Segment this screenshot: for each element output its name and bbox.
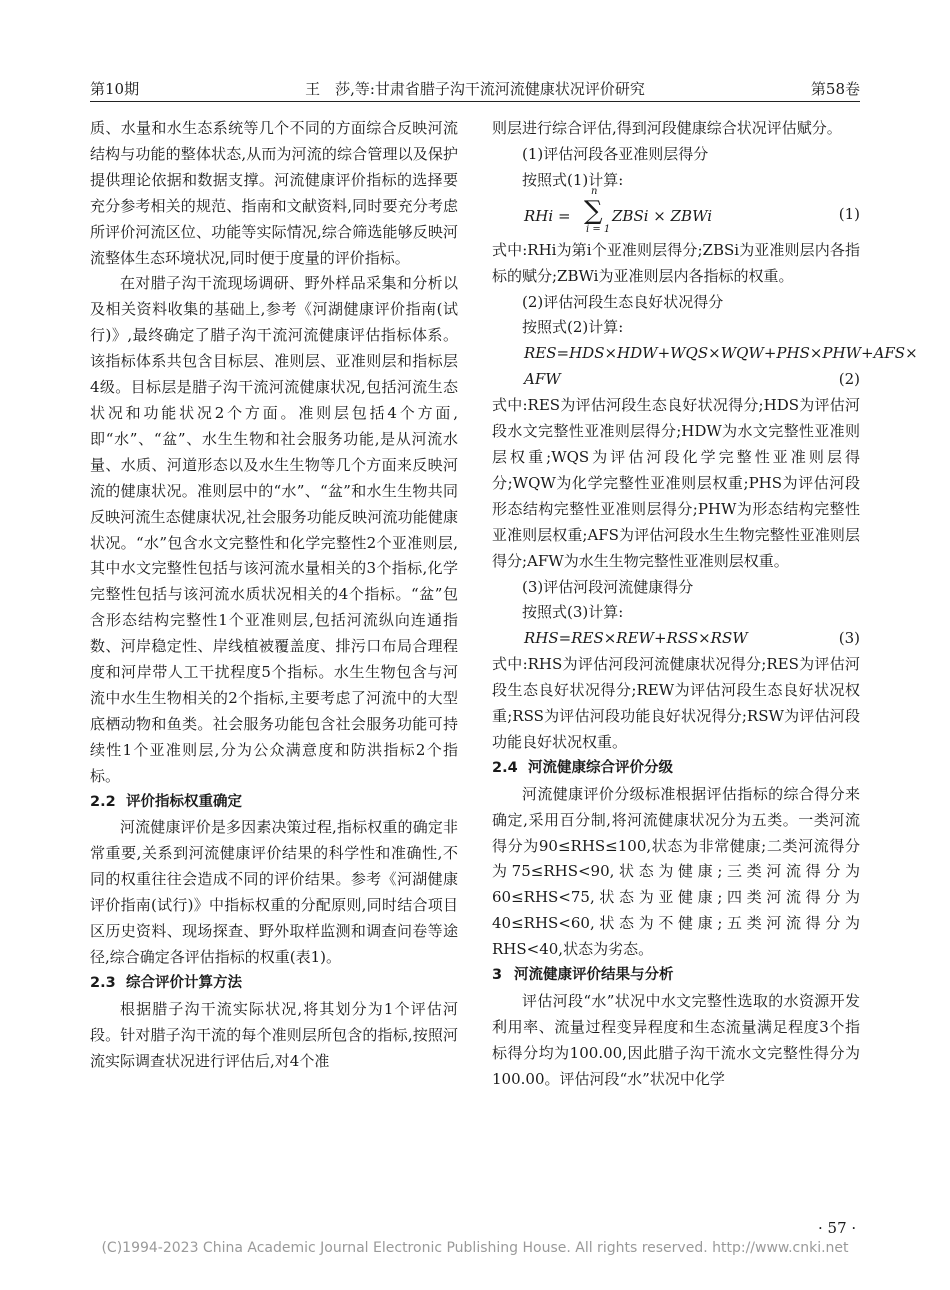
paragraph: 则层进行综合评估,得到河段健康综合状况评估赋分。 xyxy=(492,119,842,137)
formula-rhs: ZBSi × ZBWi xyxy=(612,206,713,225)
subsection-label: (3)评估河段河流健康得分 xyxy=(522,577,694,596)
equation-number: (1) xyxy=(838,204,860,223)
formula-intro: 按照式(2)计算: xyxy=(522,318,624,337)
section-heading-2-3 xyxy=(90,971,458,997)
summation-sign: ∑ xyxy=(584,195,603,226)
equation-number: (3) xyxy=(838,629,860,648)
formula-2-line-1: RES=HDS×HDW+WQS×WQW+PHS×PHW+AFS× xyxy=(524,344,918,363)
section-number: 3 xyxy=(492,967,503,984)
formula-description: 式中:RHS为评估河段河流健康状况得分;RES为评估河段生态良好状况得分;REW为评估河段生态良好状况权重;RSS为评估河段功能良好状况得分;RSW为评估河段功能良好状况权重。 xyxy=(492,655,860,751)
paragraph: 河流健康评价分级标准根据评估指标的综合得分来确定,采用百分制,将河流健康状况分为五类。一类河流得分为90≤RHS≤100,状态为非常健康;二类河流得分为75≤RHS<90,状态为健康;三类河流得分为60≤RHS<75,状态为亚健康;四类河流得分为40≤RHS<60,状态为不健康;五类河流得分为RHS<40,状态为劣态。 xyxy=(492,784,860,959)
copyright-footer: (C)1994-2023 China Academic Journal Electronic Publishing House. All rights reserved. http://www.cnki.net xyxy=(101,1240,849,1256)
formula-intro: 按照式(1)计算: xyxy=(522,170,624,189)
formula-intro: 按照式(3)计算: xyxy=(522,603,624,622)
section-number: 2.3 xyxy=(90,974,116,991)
section-number: 2.2 xyxy=(90,793,116,810)
section-heading-2-4 xyxy=(492,756,860,782)
formula-1 xyxy=(492,185,860,238)
paragraph: 在对腊子沟干流现场调研、野外样品采集和分析以及相关资料收集的基础上,参考《河湖健康评价指南(试行)》,最终确定了腊子沟干流河流健康评估指标体系。该指标体系共包含目标层、准则层、亚准则层和指标层4级。目标层是腊子沟干流河流健康状况,包括河流生态状况和功能状况2个方面。准则层包括4个方面,即“水”、“盆”、水生生物和社会服务功能,是从河流水量、水质、河道形态以及水生生物等几个方面来反映河流的健康状况。准则层中的“水”、“盆”和水生生物共同反映河流生态健康状况,社会服务功能反映河流功能健康状况。“水”包含水文完整性和化学完整性2个亚准则层,其中水文完整性包括与该河流水量相关的3个指标,化学完整性包括与该河流水质状况相关的4个指标。“盆”包含形态结构完整性1个亚准则层,包括河流纵向连通指数、河岸稳定性、岸线植被覆盖度、排污口布局合理程度和河岸带人工干扰程度5个指标。水生生物包含与河流中水生生物相关的2个指标,主要考虑了河流中的大型底栖动物和鱼类。社会服务功能包含社会服务功能可持续性1个亚准则层,分为公众满意度和防洪指标2个指标。 xyxy=(90,274,458,785)
running-title: 王 莎,等:甘肃省腊子沟干流河流健康状况评价研究 xyxy=(305,80,645,98)
header-rule xyxy=(90,101,860,102)
paragraph: 质、水量和水生态系统等几个不同的方面综合反映河流结构与功能的整体状态,从而为河流的综合管理以及保护提供理论依据和数据支撑。河流健康评价指标的选择要充分参考相关的规范、指南和文献资料,同时要充分考虑所评价河流区位、功能等实际情况,综合筛选能够反映河流整体生态环境状况,同时便于度量的评价指标。 xyxy=(90,119,458,267)
left-column xyxy=(90,116,458,1075)
page-number: · 57 · xyxy=(818,1219,857,1237)
equation-number: (2) xyxy=(838,370,860,389)
section-number: 2.4 xyxy=(492,759,518,776)
running-header xyxy=(90,78,860,100)
formula-description: 式中:RES为评估河段生态良好状况得分;HDS为评估河段水文完整性亚准则层得分;HDW为水文完整性亚准则层权重;WQS为评估河段化学完整性亚准则层得分;WQW为化学完整性亚准则层权重;PHS为评估河段形态结构完整性亚准则层得分;PHW为形态结构完整性亚准则层权重;AFS为评估河段水生生物完整性亚准则层得分;AFW为水生生物完整性亚准则层权重。 xyxy=(492,396,860,570)
subsection-label: (1)评估河段各亚准则层得分 xyxy=(522,144,709,163)
paragraph: 评估河段“水”状况中水文完整性选取的水资源开发利用率、流量过程变异程度和生态流量满足程度3个指标得分均为100.00,因此腊子沟干流水文完整性得分为100.00。评估河段“水”状况中化学 xyxy=(492,992,860,1088)
section-title: 评价指标权重确定 xyxy=(126,793,242,810)
sum-lower-limit: i = 1 xyxy=(586,223,611,235)
section-title: 河流健康评价结果与分析 xyxy=(514,967,674,984)
section-title: 综合评价计算方法 xyxy=(126,974,242,991)
section-heading-3 xyxy=(492,963,860,989)
paragraph: 根据腊子沟干流实际状况,将其划分为1个评估河段。针对腊子沟干流的每个准则层所包含的指标,按照河流实际调查状况进行评估后,对4个准 xyxy=(90,999,458,1070)
formula-3 xyxy=(492,626,860,652)
volume-number: 第58卷 xyxy=(810,80,860,98)
section-heading-2-2 xyxy=(90,790,458,816)
section-title: 河流健康综合评价分级 xyxy=(528,759,673,776)
formula-description: 式中:RHi为第i个亚准则层得分;ZBSi为亚准则层内各指标的赋分;ZBWi为亚准则层内各指标的权重。 xyxy=(492,240,860,285)
sum-upper-limit: n xyxy=(591,185,598,197)
formula-lhs: RHi = xyxy=(524,206,571,225)
formula-2-line-2 xyxy=(492,367,860,393)
subsection-label: (2)评估河段生态良好状况得分 xyxy=(522,292,724,311)
paragraph: 河流健康评价是多因素决策过程,指标权重的确定非常重要,关系到河流健康评价结果的科学性和准确性,不同的权重往往会造成不同的评价结果。参考《河湖健康评价指南(试行)》中指标权重的分配原则,同时结合项目区历史资料、现场探查、野外取样监测和调查问卷等途径,综合确定各评估指标的权重(表1)。 xyxy=(90,818,458,966)
issue-number: 第10期 xyxy=(90,80,140,98)
formula-continuation: AFW xyxy=(524,370,561,389)
right-column xyxy=(492,116,918,1093)
formula-body: RHS=RES×REW+RSS×RSW xyxy=(524,629,748,648)
